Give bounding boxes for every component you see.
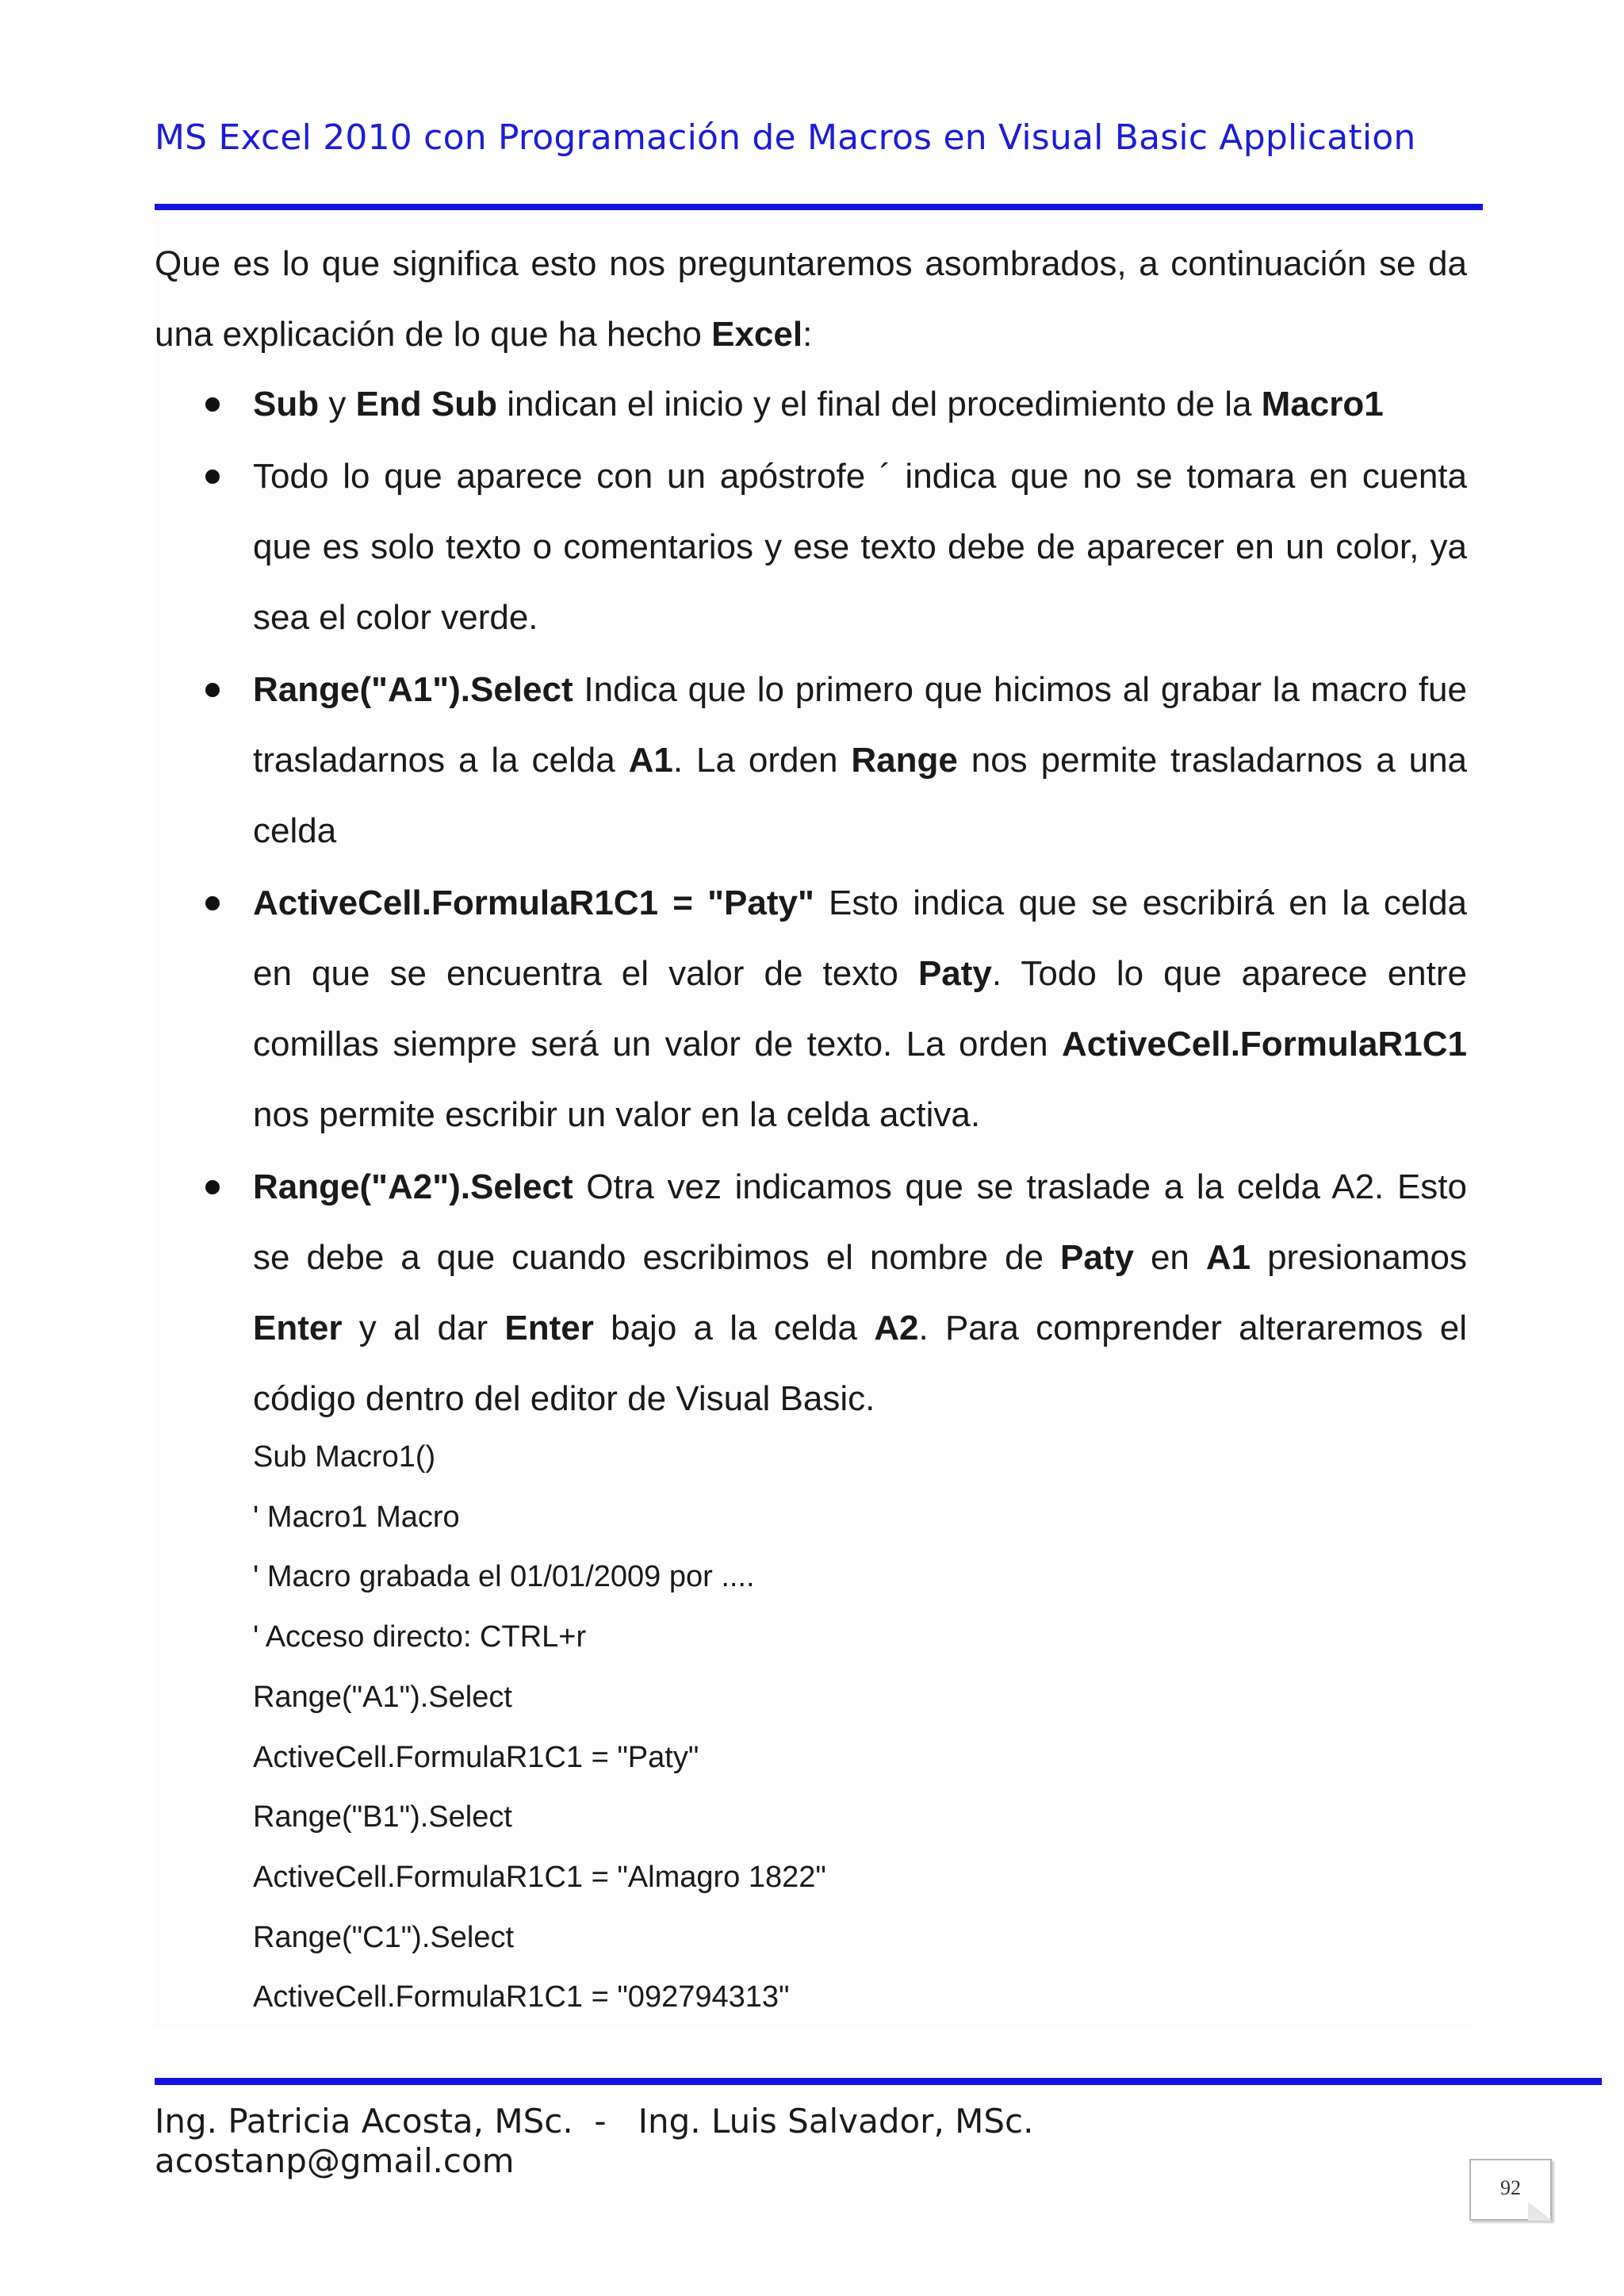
bullet-bold-text: Range("A1").Select bbox=[253, 670, 573, 709]
code-line: ActiveCell.FormulaR1C1 = "Almagro 1822" bbox=[253, 1860, 826, 1894]
page-number: 92 bbox=[1500, 2176, 1521, 2199]
bullet-bold-text: ActiveCell.FormulaR1C1 bbox=[1061, 1025, 1467, 1064]
bullet-text: Esto indica que se escribirá en la celda en que se encuentra el valor de texto bbox=[253, 884, 1468, 993]
bullet-bold-text: Enter bbox=[504, 1309, 594, 1347]
bullet-bold-text: A1 bbox=[1205, 1238, 1251, 1277]
intro-bold-word: Excel bbox=[711, 315, 803, 354]
code-listing bbox=[253, 1428, 826, 2028]
bullet-text: Otra vez indicamos que se traslade a la celda A2. Esto se debe a que cuando escribimos el nombre de bbox=[253, 1167, 1467, 1277]
bullet-text: y al dar bbox=[342, 1309, 505, 1347]
bullet-dot-icon bbox=[205, 397, 220, 412]
bullet-bold-text: A1 bbox=[628, 741, 673, 780]
bullet-list bbox=[155, 369, 1467, 1435]
bullet-bold-text: Enter bbox=[253, 1309, 343, 1347]
code-line: ActiveCell.FormulaR1C1 = "092794313" bbox=[253, 1980, 790, 2014]
bullet-bold-text: Macro1 bbox=[1261, 385, 1384, 424]
page-header-title: MS Excel 2010 con Programación de Macros en Visual Basic Application bbox=[155, 117, 1416, 158]
code-line: ' Macro1 Macro bbox=[253, 1500, 460, 1534]
code-line: ActiveCell.FormulaR1C1 = "Paty" bbox=[253, 1740, 699, 1774]
footer-email: acostanp@gmail.com bbox=[155, 2141, 515, 2180]
bullet-text: bajo a la celda bbox=[593, 1309, 875, 1347]
bullet-text: nos permite trasladarnos a una celda bbox=[253, 741, 1468, 850]
bullet-item bbox=[155, 654, 1467, 866]
bullet-dot-icon bbox=[205, 1180, 220, 1194]
header-divider bbox=[155, 204, 1483, 210]
bullet-text: Todo lo que aparece con un apóstrofe ´ indica que no se tomara en cuenta que es solo texto o comentarios y ese texto debe de aparecer en un color, ya sea el color verde. bbox=[253, 457, 1467, 637]
bullet-text: Indica que lo primero que hicimos al grabar la macro fue trasladarnos a la celda bbox=[253, 670, 1467, 780]
bullet-bold-text: A2 bbox=[874, 1309, 919, 1347]
bullet-dot-icon bbox=[205, 470, 220, 484]
bullet-text: nos permite escribir un valor en la celda activa. bbox=[253, 1095, 981, 1134]
code-line: ' Macro grabada el 01/01/2009 por .... bbox=[253, 1560, 755, 1594]
page-curl-icon bbox=[1528, 2202, 1552, 2221]
bullet-dot-icon bbox=[205, 683, 220, 697]
bullet-item bbox=[155, 369, 1467, 439]
code-line: ' Acceso directo: CTRL+r bbox=[253, 1620, 587, 1654]
bullet-text: . La orden bbox=[672, 741, 852, 780]
code-line: Range("C1").Select bbox=[253, 1920, 515, 1954]
code-line: Range("B1").Select bbox=[253, 1800, 512, 1834]
bullet-item bbox=[155, 1152, 1467, 1434]
bullet-text: . Para comprender alteraremos el código dentro del editor de Visual Basic. bbox=[253, 1309, 1467, 1418]
bullet-text: indican el inicio y el final del procedimiento de la bbox=[497, 385, 1262, 424]
bullet-bold-text: Range bbox=[851, 741, 958, 780]
bullet-text: presionamos bbox=[1251, 1238, 1467, 1277]
bullet-item bbox=[155, 868, 1467, 1150]
intro-end: : bbox=[802, 315, 813, 354]
footer-authors: Ing. Patricia Acosta, MSc. - Ing. Luis Salvador, MSc. bbox=[155, 2102, 1034, 2141]
bullet-bold-text: Sub bbox=[253, 385, 320, 424]
bullet-bold-text: Range("A2").Select bbox=[253, 1167, 573, 1206]
bullet-text: y bbox=[319, 385, 356, 424]
intro-text: Que es lo que significa esto nos preguntaremos asombrados, a continuación se da una explicación de lo que ha hecho bbox=[155, 244, 1467, 354]
code-line: Sub Macro1() bbox=[253, 1440, 436, 1474]
bullet-text: en bbox=[1133, 1238, 1206, 1277]
intro-paragraph bbox=[155, 228, 1467, 370]
footer-divider bbox=[155, 2078, 1602, 2085]
bullet-bold-text: Paty bbox=[917, 954, 992, 993]
bullet-item bbox=[155, 441, 1467, 653]
code-line: Range("A1").Select bbox=[253, 1680, 512, 1714]
bullet-text: . Todo lo que aparece entre comillas siempre será un valor de texto. La orden bbox=[253, 954, 1467, 1064]
page-number-box bbox=[1469, 2159, 1552, 2221]
bullet-dot-icon bbox=[205, 896, 220, 910]
bullet-bold-text: Paty bbox=[1060, 1238, 1134, 1277]
bullet-bold-text: ActiveCell.FormulaR1C1 = "Paty" bbox=[253, 884, 814, 922]
bullet-bold-text: End Sub bbox=[355, 385, 497, 424]
